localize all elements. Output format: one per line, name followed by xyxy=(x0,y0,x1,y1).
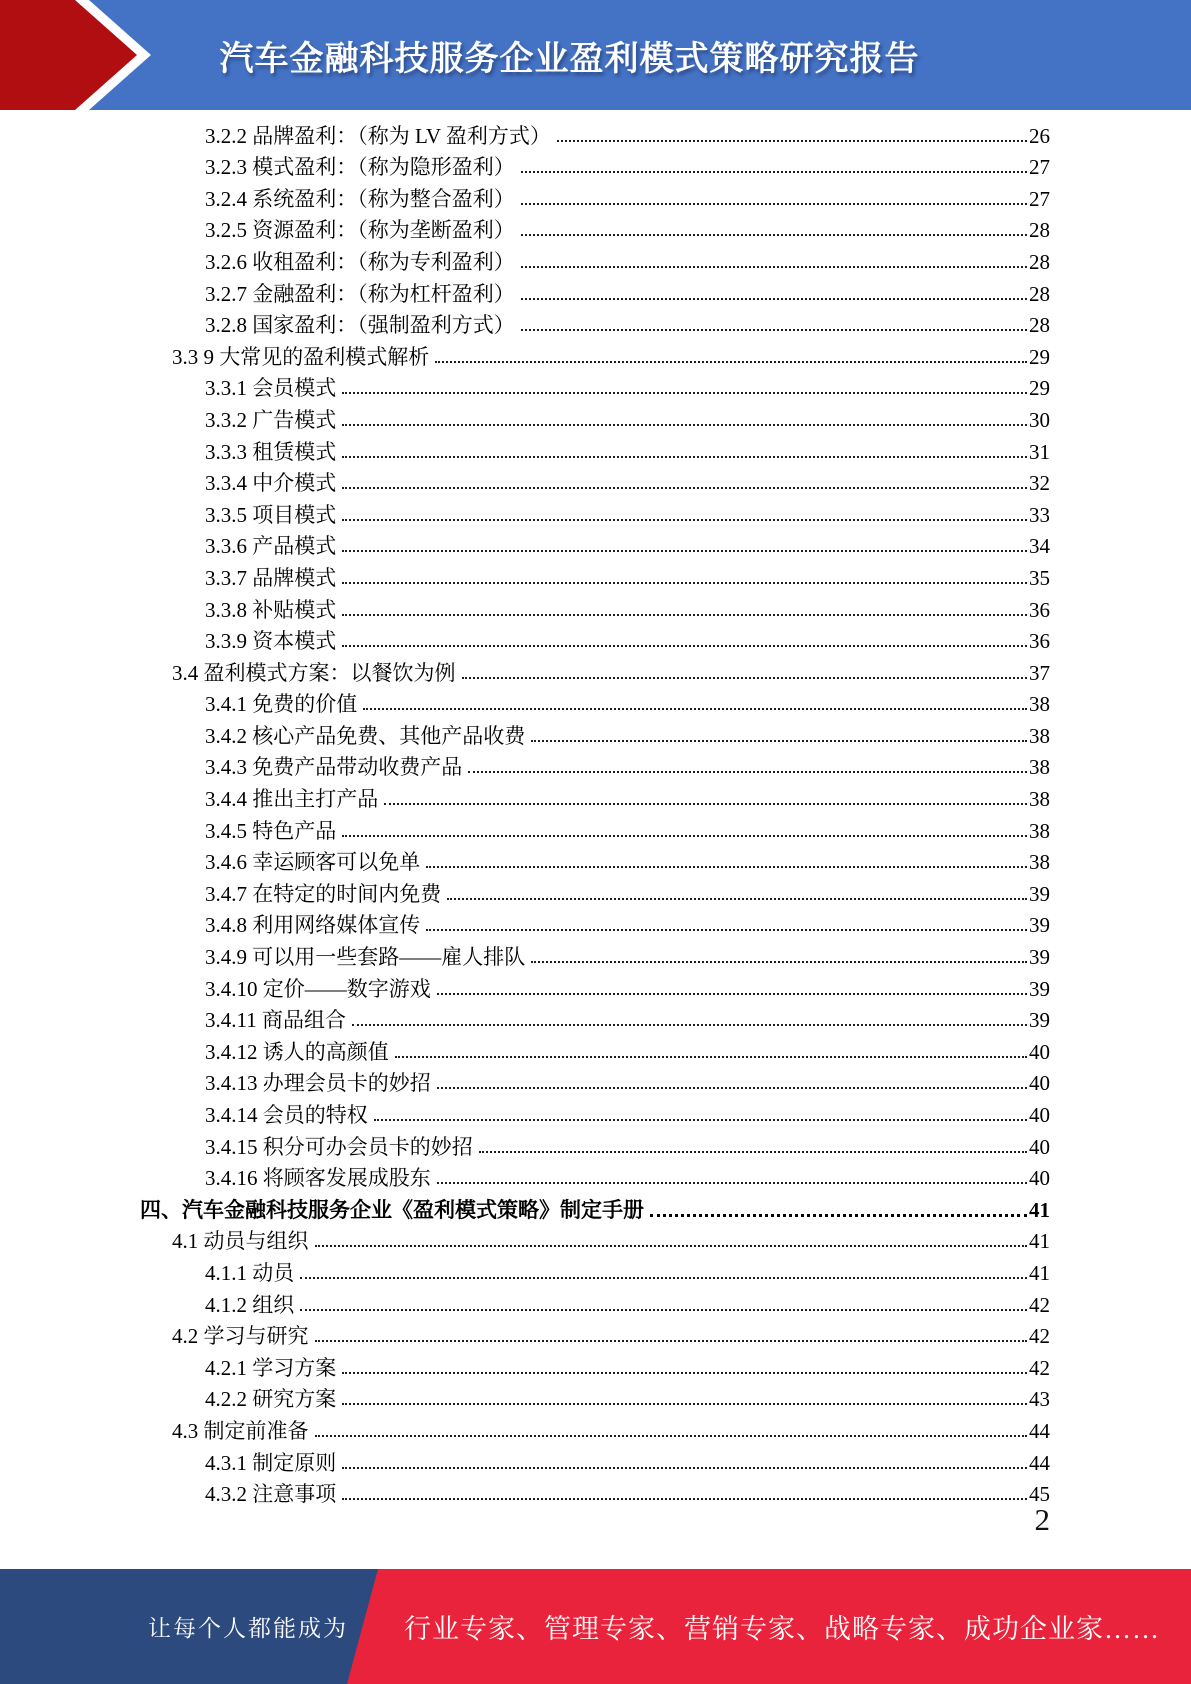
toc-entry[interactable] xyxy=(0,939,1050,971)
header-title-area xyxy=(0,0,1191,110)
toc-leader-dots xyxy=(521,266,1027,268)
toc-entry[interactable] xyxy=(0,560,1050,592)
toc-entry[interactable] xyxy=(0,1413,1050,1445)
toc-entry[interactable] xyxy=(0,276,1050,308)
toc-entry[interactable] xyxy=(0,908,1050,940)
toc-leader-dots xyxy=(363,708,1027,710)
toc-entry-page: 28 xyxy=(1029,313,1050,338)
toc-entry[interactable] xyxy=(0,466,1050,498)
toc-entry-label: 4.1 动员与组织 xyxy=(172,1229,309,1254)
table-of-contents xyxy=(0,118,1050,1508)
toc-entry-label: 3.4.7 在特定的时间内免费 xyxy=(205,881,442,906)
toc-leader-dots xyxy=(447,898,1027,900)
toc-entry-page: 40 xyxy=(1029,1134,1050,1159)
toc-entry-page: 27 xyxy=(1029,186,1050,211)
toc-leader-dots xyxy=(342,424,1027,426)
toc-leader-dots xyxy=(374,1119,1027,1121)
toc-entry[interactable] xyxy=(0,308,1050,340)
toc-leader-dots xyxy=(300,1309,1027,1311)
toc-leader-dots xyxy=(342,1403,1027,1405)
toc-entry[interactable] xyxy=(0,1445,1050,1477)
toc-entry-page: 36 xyxy=(1029,629,1050,654)
toc-entry-label: 4.2.2 研究方案 xyxy=(205,1387,337,1412)
toc-leader-dots xyxy=(342,456,1027,458)
toc-entry-label: 3.4.15 积分可办会员卡的妙招 xyxy=(205,1134,473,1159)
toc-leader-dots xyxy=(437,1087,1027,1089)
toc-entry[interactable] xyxy=(0,687,1050,719)
toc-entry[interactable] xyxy=(0,1287,1050,1319)
toc-entry-label: 3.4.3 免费产品带动收费产品 xyxy=(205,755,463,780)
toc-entry-page: 39 xyxy=(1029,976,1050,1001)
toc-entry-page: 34 xyxy=(1029,534,1050,559)
toc-entry[interactable] xyxy=(0,1382,1050,1414)
toc-entry-page: 44 xyxy=(1029,1450,1050,1475)
toc-entry[interactable] xyxy=(0,150,1050,182)
toc-leader-dots xyxy=(342,487,1027,489)
toc-leader-dots xyxy=(521,329,1027,331)
toc-leader-dots xyxy=(315,1340,1028,1342)
toc-entry[interactable] xyxy=(0,497,1050,529)
toc-leader-dots xyxy=(462,677,1028,679)
toc-leader-dots xyxy=(557,140,1027,142)
toc-entry[interactable] xyxy=(0,181,1050,213)
toc-entry-label: 3.4.12 诱人的高颜值 xyxy=(205,1039,389,1064)
toc-leader-dots xyxy=(468,771,1027,773)
footer-slogan-right: 行业专家、管理专家、营销专家、战略专家、成功企业家…… xyxy=(404,1614,1160,1644)
toc-leader-dots xyxy=(342,550,1027,552)
toc-entry-page: 45 xyxy=(1029,1482,1050,1507)
toc-leader-dots xyxy=(435,361,1027,363)
toc-entry[interactable] xyxy=(0,1350,1050,1382)
toc-entry-label: 3.4.11 商品组合 xyxy=(205,1008,346,1033)
toc-entry-label: 3.3.4 中介模式 xyxy=(205,471,337,496)
toc-leader-dots xyxy=(342,645,1027,647)
toc-entry-page: 29 xyxy=(1029,344,1050,369)
toc-entry-label: 3.4.8 利用网络媒体宣传 xyxy=(205,913,421,938)
toc-entry-page: 28 xyxy=(1029,281,1050,306)
toc-entry[interactable] xyxy=(0,1034,1050,1066)
toc-entry-label: 3.2.2 品牌盈利：（称为 LV 盈利方式） xyxy=(205,123,551,148)
toc-entry-label: 3.4.4 推出主打产品 xyxy=(205,787,379,812)
toc-entry-label: 3.4.1 免费的价值 xyxy=(205,692,358,717)
toc-entry-page: 32 xyxy=(1029,471,1050,496)
toc-entry-page: 38 xyxy=(1029,723,1050,748)
page-number: 2 xyxy=(1034,1502,1050,1537)
toc-entry-page: 38 xyxy=(1029,818,1050,843)
toc-entry-page: 44 xyxy=(1029,1418,1050,1443)
toc-entry-label: 3.3.6 产品模式 xyxy=(205,534,337,559)
toc-leader-dots xyxy=(342,1372,1027,1374)
toc-entry-page: 42 xyxy=(1029,1324,1050,1349)
toc-entry[interactable] xyxy=(0,1161,1050,1193)
toc-entry[interactable] xyxy=(0,244,1050,276)
toc-entry-page: 39 xyxy=(1029,1008,1050,1033)
toc-entry-page: 40 xyxy=(1029,1166,1050,1191)
toc-entry[interactable] xyxy=(0,1066,1050,1098)
toc-leader-dots xyxy=(342,392,1027,394)
toc-entry-label: 3.2.6 收租盈利：（称为专利盈利） xyxy=(205,249,515,274)
toc-entry-label: 4.3 制定前准备 xyxy=(172,1418,309,1443)
toc-entry-page: 28 xyxy=(1029,249,1050,274)
toc-entry-page: 40 xyxy=(1029,1039,1050,1064)
toc-entry-label: 4.1.2 组织 xyxy=(205,1292,295,1317)
toc-entry-label: 3.3 9 大常见的盈利模式解析 xyxy=(172,344,430,369)
toc-entry-label: 3.3.5 项目模式 xyxy=(205,502,337,527)
toc-leader-dots xyxy=(315,1245,1028,1247)
toc-entry[interactable] xyxy=(0,750,1050,782)
toc-leader-dots xyxy=(521,298,1027,300)
toc-entry[interactable] xyxy=(0,1097,1050,1129)
toc-entry[interactable] xyxy=(0,371,1050,403)
toc-leader-dots xyxy=(479,1151,1027,1153)
toc-leader-dots xyxy=(521,203,1027,205)
toc-entry-page: 41 xyxy=(1029,1260,1050,1285)
toc-entry-page: 38 xyxy=(1029,787,1050,812)
toc-leader-dots xyxy=(437,993,1027,995)
toc-entry-page: 39 xyxy=(1029,945,1050,970)
toc-entry[interactable] xyxy=(0,876,1050,908)
toc-entry[interactable] xyxy=(0,1129,1050,1161)
report-title: 汽车金融科技服务企业盈利模式策略研究报告 xyxy=(219,39,920,78)
toc-entry-label: 4.1.1 动员 xyxy=(205,1260,295,1285)
toc-entry[interactable] xyxy=(0,1192,1050,1224)
toc-entry[interactable] xyxy=(0,434,1050,466)
toc-entry[interactable] xyxy=(0,402,1050,434)
toc-entry[interactable] xyxy=(0,592,1050,624)
toc-entry-label: 4.3.2 注意事项 xyxy=(205,1482,337,1507)
toc-entry[interactable] xyxy=(0,118,1050,150)
toc-leader-dots xyxy=(352,1024,1027,1026)
toc-entry[interactable] xyxy=(0,1319,1050,1351)
toc-entry-page: 39 xyxy=(1029,881,1050,906)
toc-entry-page: 36 xyxy=(1029,597,1050,622)
toc-entry-page: 29 xyxy=(1029,376,1050,401)
toc-leader-dots xyxy=(521,234,1027,236)
toc-entry-page: 33 xyxy=(1029,502,1050,527)
toc-entry-label: 3.4.14 会员的特权 xyxy=(205,1103,368,1127)
toc-entry[interactable] xyxy=(0,529,1050,561)
toc-entry[interactable] xyxy=(0,1003,1050,1035)
toc-entry-label: 4.3.1 制定原则 xyxy=(205,1450,337,1475)
toc-entry[interactable] xyxy=(0,624,1050,656)
toc-entry-label: 3.4.9 可以用一些套路——雇人排队 xyxy=(205,945,526,970)
toc-entry-page: 38 xyxy=(1029,692,1050,717)
footer-slogan-left: 让每个人都能成为 xyxy=(148,1616,348,1641)
toc-entry-label: 3.2.4 系统盈利：（称为整合盈利） xyxy=(205,186,515,211)
toc-entry-label: 3.2.7 金融盈利：（称为杠杆盈利） xyxy=(205,281,515,306)
toc-leader-dots xyxy=(437,1182,1027,1184)
toc-entry-label: 3.4.16 将顾客发展成股东 xyxy=(205,1166,431,1191)
toc-entry[interactable] xyxy=(0,971,1050,1003)
toc-leader-dots xyxy=(342,1498,1027,1500)
toc-entry[interactable] xyxy=(0,213,1050,245)
toc-entry-page: 42 xyxy=(1029,1355,1050,1380)
report-header-banner xyxy=(0,0,1191,110)
toc-entry-page: 38 xyxy=(1029,755,1050,780)
toc-entry-page: 27 xyxy=(1029,155,1050,180)
toc-entry[interactable] xyxy=(0,1255,1050,1287)
toc-entry-page: 31 xyxy=(1029,439,1050,464)
toc-leader-dots xyxy=(342,582,1027,584)
toc-entry[interactable] xyxy=(0,1224,1050,1256)
toc-entry-page: 28 xyxy=(1029,218,1050,243)
toc-entry-page: 41 xyxy=(1029,1197,1050,1222)
toc-entry-page: 30 xyxy=(1029,407,1050,432)
footer-banner xyxy=(0,1569,1191,1684)
toc-entry-label: 3.3.2 广告模式 xyxy=(205,407,337,432)
toc-entry-label: 3.3.3 租赁模式 xyxy=(205,439,337,464)
toc-leader-dots xyxy=(300,1277,1027,1279)
toc-entry-page: 40 xyxy=(1029,1071,1050,1096)
toc-leader-dots xyxy=(315,1435,1028,1437)
toc-entry[interactable] xyxy=(0,813,1050,845)
toc-entry-label: 3.4 盈利模式方案：以餐饮为例 xyxy=(172,660,456,685)
toc-entry-label: 3.4.6 幸运顾客可以免单 xyxy=(205,850,421,875)
toc-entry-label: 四、汽车金融科技服务企业《盈利模式策略》制定手册 xyxy=(140,1197,644,1222)
toc-leader-dots xyxy=(531,740,1027,742)
toc-leader-dots xyxy=(384,803,1027,805)
toc-entry-page: 42 xyxy=(1029,1292,1050,1317)
toc-entry[interactable] xyxy=(0,845,1050,877)
toc-entry-label: 4.2.1 学习方案 xyxy=(205,1355,337,1380)
toc-entry-label: 3.4.2 核心产品免费、其他产品收费 xyxy=(205,723,526,748)
toc-leader-dots xyxy=(342,614,1027,616)
toc-leader-dots xyxy=(650,1214,1027,1217)
toc-entry-page: 41 xyxy=(1029,1229,1050,1254)
toc-entry[interactable] xyxy=(0,781,1050,813)
toc-entry-label: 3.4.10 定价——数字游戏 xyxy=(205,976,431,1001)
toc-leader-dots xyxy=(426,929,1027,931)
toc-entry[interactable] xyxy=(0,339,1050,371)
toc-entry-page: 26 xyxy=(1029,123,1050,148)
toc-entry-page: 35 xyxy=(1029,565,1050,590)
toc-leader-dots xyxy=(521,171,1027,173)
toc-entry[interactable] xyxy=(0,655,1050,687)
toc-entry-label: 4.2 学习与研究 xyxy=(172,1324,309,1349)
toc-entry-label: 3.4.13 办理会员卡的妙招 xyxy=(205,1071,431,1096)
toc-entry-label: 3.3.8 补贴模式 xyxy=(205,597,337,622)
toc-entry-label: 3.3.9 资本模式 xyxy=(205,629,337,654)
toc-entry-page: 43 xyxy=(1029,1387,1050,1412)
toc-entry-page: 40 xyxy=(1029,1103,1050,1127)
toc-leader-dots xyxy=(342,1467,1027,1469)
toc-leader-dots xyxy=(426,866,1027,868)
toc-leader-dots xyxy=(531,961,1027,963)
toc-entry-page: 39 xyxy=(1029,913,1050,938)
toc-entry-label: 3.2.3 模式盈利：（称为隐形盈利） xyxy=(205,155,515,180)
toc-leader-dots xyxy=(342,519,1027,521)
toc-entry-page: 38 xyxy=(1029,850,1050,875)
toc-leader-dots xyxy=(342,835,1027,837)
toc-entry-label: 3.2.5 资源盈利：（称为垄断盈利） xyxy=(205,218,515,243)
toc-entry-label: 3.3.1 会员模式 xyxy=(205,376,337,401)
toc-leader-dots xyxy=(395,1056,1027,1058)
toc-entry-label: 3.4.5 特色产品 xyxy=(205,818,337,843)
toc-entry-label: 3.3.7 品牌模式 xyxy=(205,565,337,590)
toc-entry-page: 37 xyxy=(1029,660,1050,685)
toc-entry[interactable] xyxy=(0,718,1050,750)
toc-entry-label: 3.2.8 国家盈利：（强制盈利方式） xyxy=(205,313,515,338)
